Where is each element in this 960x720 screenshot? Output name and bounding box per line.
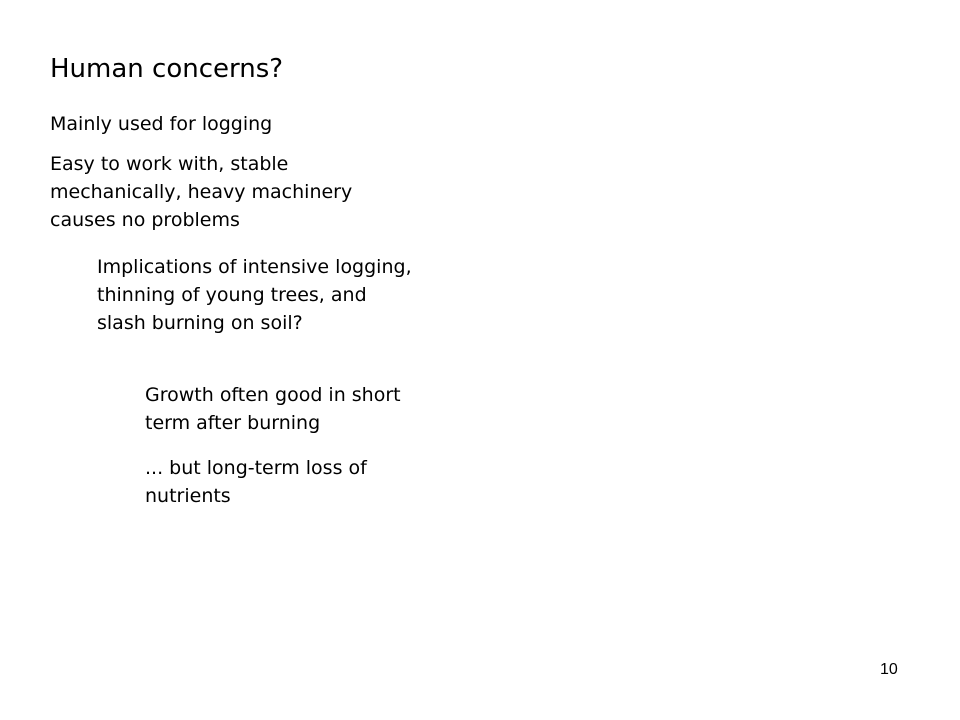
bullet-level-3-growth: Growth often good in short term after burning xyxy=(145,384,401,434)
bullet-level-3-nutrient-loss: ... but long-term loss of nutrients xyxy=(145,457,367,507)
slide-title: Human concerns? xyxy=(50,54,284,84)
bullet-level-1-logging: Mainly used for logging xyxy=(50,113,273,135)
page-number: 10 xyxy=(880,661,898,678)
bullet-level-2-implications: Implications of intensive logging, thinning of young trees, and slash burning on soil? xyxy=(97,256,412,334)
bullet-level-1-stability: Easy to work with, stable mechanically, heavy machinery causes no problems xyxy=(50,153,353,231)
